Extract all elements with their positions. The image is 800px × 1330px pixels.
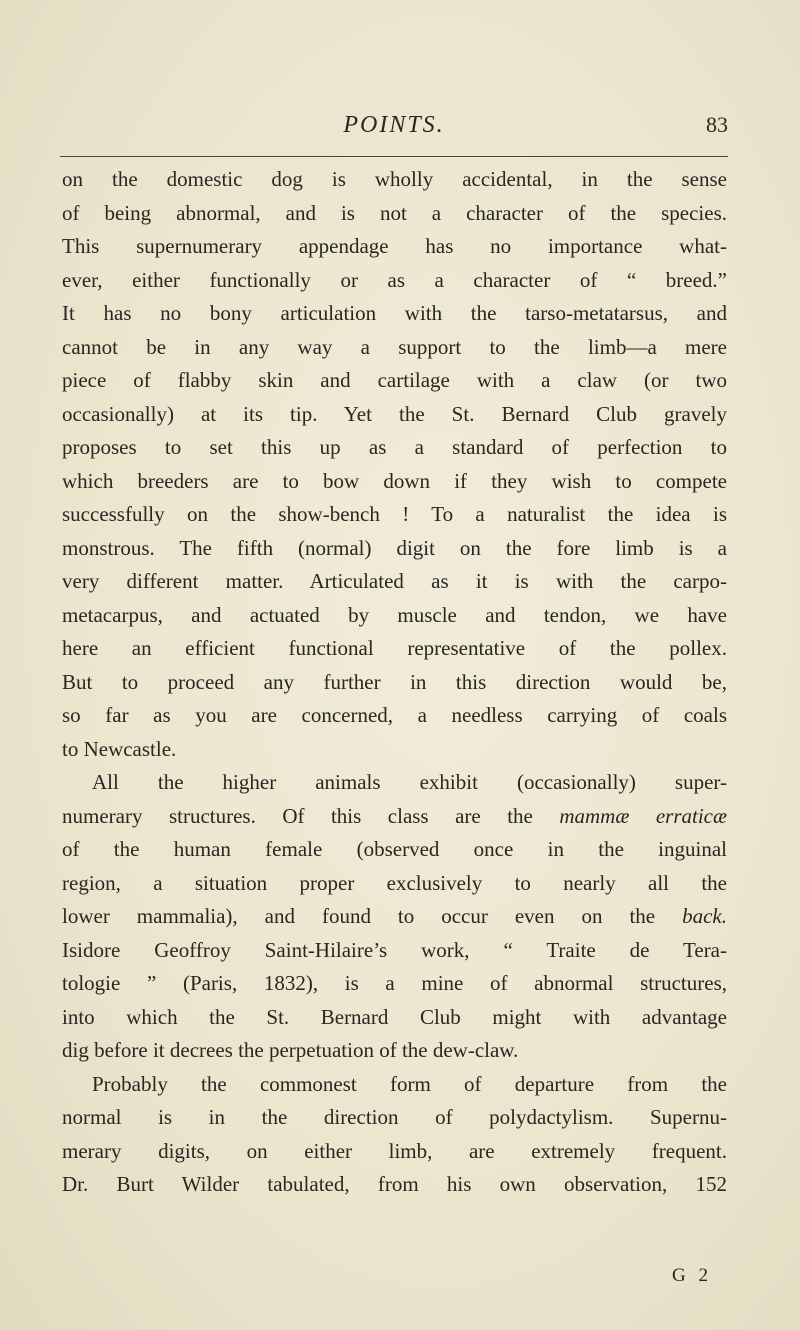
text-line: region, a situation proper exclusively to nearly all the xyxy=(62,870,727,895)
text-line: ever, either functionally or as a character of “ breed.” xyxy=(62,267,727,292)
text-line: dig before it decrees the perpetuation of the dew-claw. xyxy=(62,1038,519,1062)
text-line: here an efficient functional representative of the pollex. xyxy=(62,636,727,660)
text-line: piece of flabby skin and cartilage with a claw (or two xyxy=(62,368,727,392)
text-line: occasionally) at its tip. Yet the St. Bernard Club gravely xyxy=(62,401,727,426)
text-line: monstrous. The fifth (normal) digit on the fore limb is a xyxy=(62,535,727,560)
text-line-with-italic xyxy=(62,800,727,834)
text-line: merary digits, on either limb, are extremely frequent. xyxy=(62,1138,727,1163)
italic-term: back. xyxy=(682,904,727,928)
text-line: Isidore Geoffroy Saint-Hilaire’s work, “ Traite de Tera- xyxy=(62,937,727,962)
text-line: which breeders are to bow down if they wish to compete xyxy=(62,468,727,493)
page-number: 83 xyxy=(706,112,728,137)
text-line: But to proceed any further in this direction would be, xyxy=(62,669,727,694)
text-line: It has no bony articulation with the tarso-metatarsus, and xyxy=(62,301,727,325)
text-line: normal is in the direction of polydactylism. Supernu- xyxy=(62,1105,727,1129)
text-line: Dr. Burt Wilder tabulated, from his own observation, 152 xyxy=(62,1172,727,1196)
text-line: successfully on the show-bench ! To a naturalist the idea is xyxy=(62,502,727,526)
italic-term: mammæ erraticæ xyxy=(559,803,727,828)
running-title: POINTS. xyxy=(343,112,445,138)
text-line: very different matter. Articulated as it is with the carpo- xyxy=(62,569,727,593)
text-line: on the domestic dog is wholly accidental, in the sense xyxy=(62,167,727,191)
text-line: into which the St. Bernard Club might with advantage xyxy=(62,1004,727,1029)
body-text xyxy=(62,163,727,1202)
text-line: to Newcastle. xyxy=(62,736,177,761)
header-rule xyxy=(60,156,728,157)
running-head xyxy=(60,96,728,156)
text-line-with-italic xyxy=(62,900,727,934)
text-line: metacarpus, and actuated by muscle and tendon, we have xyxy=(62,602,727,627)
text-line: so far as you are concerned, a needless carrying of coals xyxy=(62,703,727,727)
text-run: lower mammalia), and found to occur even on the xyxy=(62,904,683,928)
text-line: Probably the commonest form of departure from the xyxy=(92,1071,727,1096)
text-line: of the human female (observed once in the inguinal xyxy=(62,837,727,861)
text-line: tologie ” (Paris, 1832), is a mine of abnormal structures, xyxy=(62,971,727,995)
text-line: cannot be in any way a support to the limb—a mere xyxy=(62,334,727,359)
text-line: proposes to set this up as a standard of perfection to xyxy=(62,435,727,459)
signature-mark: G 2 xyxy=(672,1265,712,1286)
text-run: numerary structures. Of this class are the xyxy=(62,803,560,828)
text-line: This supernumerary appendage has no importance what- xyxy=(62,234,727,258)
text-line: of being abnormal, and is not a character of the species. xyxy=(62,200,727,225)
text-line: All the higher animals exhibit (occasionally) super- xyxy=(92,770,727,794)
